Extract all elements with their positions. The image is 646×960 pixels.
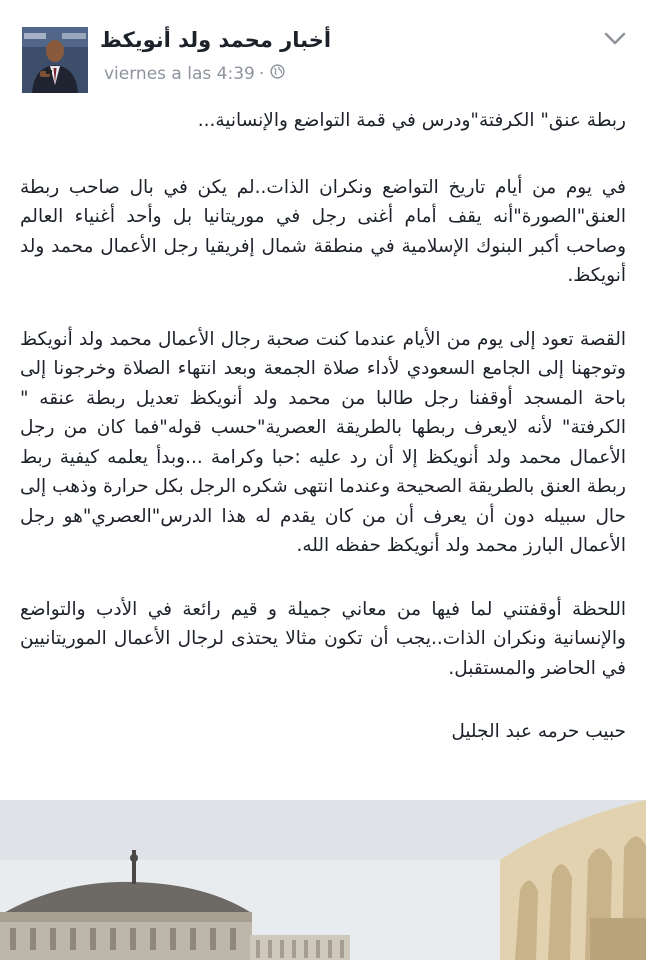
post-header	[0, 0, 646, 100]
meta-separator: ·	[258, 64, 265, 84]
mosque-photo	[0, 800, 646, 960]
post-photo[interactable]	[0, 800, 646, 960]
post-paragraph-story: القصة تعود إلى يوم من الأيام عندما كنت صحبة رجال الأعمال محمد ولد أنويكظ وتوجهنا إلى الجامع السعودي لأداء صلاة الجمعة وبعد انتهاء الصلاة وخرجونا إلى باحة المسجد أوقفنا رجل طالبا من محمد ولد أنويكظ تعديل ربطة عنقه " الكرفتة" لأنه لايعرف ربطها بالطريقة العصرية"حسب قوله"فما كان من رجل الأعمال محمد ولد أنويكظ إلا أن رد عليه :حبا وكرامة ...وبدأ يعلمه كيفية ربط ربطة العنق بالطريقة الصحيحة وعندما انتهى شكره الرجل بكل حرارة وذهب إلى حال سبيله دون أن يعرف أن من كان يقدم له هذا الدرس"العصري"هو رجل الأعمال البارز محمد ولد أنويكظ حفظه الله.	[20, 328, 626, 556]
post-paragraph-intro: في يوم من أيام تاريخ التواضع ونكران الذات..لم يكن في بال صاحب ربطة العنق"الصورة"أنه يقف أمام أغنى رجل في موريتانيا بل وأحد أغنياء العالم وصاحب أكبر البنوك الإسلامية في منطقة شمال إفريقيا رجل الأعمال محمد ولد أنويكظ.	[20, 176, 626, 286]
chevron-down-icon[interactable]	[600, 28, 630, 50]
globe-icon[interactable]	[270, 64, 285, 84]
post-paragraph-conclusion: اللحظة أوقفتني لما فيها من معاني جميلة و قيم رائعة في الأدب والتواضع والإنسانية ونكران الذات..يجب أن تكون مثالا يحتذى لرجال الأعمال الموريتانيين في الحاضر والمستقبل.	[20, 598, 626, 679]
avatar[interactable]	[22, 27, 88, 93]
post-headline: ربطة عنق" الكرفتة"ودرس في قمة التواضع والإنسانية...	[197, 110, 626, 131]
avatar-photo	[22, 27, 88, 93]
post-signature: حبيب حرمه عبد الجليل	[451, 721, 626, 742]
page-name-link[interactable]: أخبار محمد ولد أنويكظ	[100, 28, 332, 52]
post-timestamp[interactable]: viernes a las 4:39	[104, 64, 255, 84]
post-body	[20, 106, 626, 747]
post-meta	[104, 64, 285, 84]
